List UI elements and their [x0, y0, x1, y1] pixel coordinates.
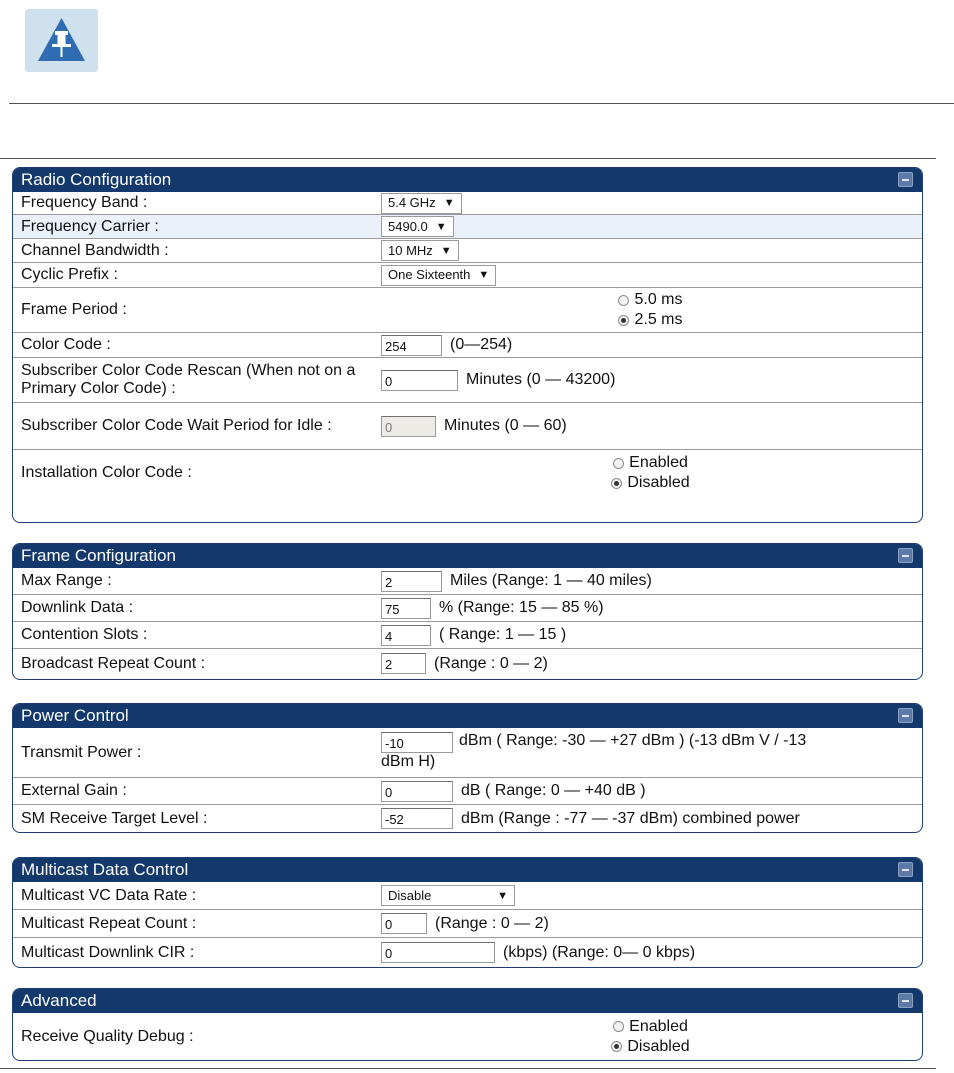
collapse-icon[interactable] [898, 172, 913, 187]
range-hint: Miles (Range: 1 — 40 miles) [450, 572, 652, 589]
divider [9, 103, 954, 104]
range-hint-continued: dBm H) [381, 753, 436, 770]
multicast-vc-rate-row [13, 882, 922, 910]
radio-disabled[interactable] [611, 473, 689, 493]
downlink-data-input[interactable]: 75 [381, 598, 431, 619]
field-label: Frequency Band : [21, 194, 148, 211]
frame-configuration-panel [12, 543, 923, 680]
radio-2-5ms[interactable] [618, 310, 682, 330]
range-hint: Minutes (0 — 60) [444, 417, 567, 434]
channel-bandwidth-select[interactable] [381, 240, 459, 261]
radio-label: Disabled [627, 1037, 690, 1055]
range-hint: % (Range: 15 — 85 %) [439, 599, 604, 616]
radio-label: Disabled [627, 474, 690, 491]
multicast-repeat-row [13, 910, 922, 938]
panel-header [13, 168, 922, 192]
dropdown-arrow-icon: ▼ [443, 197, 455, 209]
subscriber-rescan-row [13, 358, 922, 403]
external-gain-input[interactable]: 0 [381, 781, 453, 802]
panel-header [13, 858, 922, 882]
range-hint: Minutes (0 — 43200) [466, 371, 616, 388]
multicast-cir-row [13, 938, 922, 967]
broadcast-repeat-row [13, 649, 922, 678]
field-label: Transmit Power : [21, 743, 142, 761]
field-label: Contention Slots : [21, 626, 148, 643]
dropdown-arrow-icon: ▼ [478, 269, 490, 281]
radio-5ms[interactable] [618, 290, 682, 310]
panel-title: Radio Configuration [21, 170, 172, 189]
field-label: Subscriber Color Code Rescan (When not on a Primary Color Code) : [21, 362, 356, 397]
panel-header [13, 989, 922, 1013]
frequency-carrier-row [13, 215, 922, 239]
panel-title: Advanced [21, 991, 97, 1010]
field-label: Subscriber Color Code Wait Period for Idle : [21, 417, 332, 434]
dropdown-arrow-icon: ▼ [435, 220, 447, 233]
field-label: Frequency Carrier : [21, 217, 159, 235]
sm-target-input[interactable]: -52 [381, 808, 453, 829]
panel-header [13, 544, 922, 568]
radio-button-selected-icon [611, 1041, 622, 1052]
multicast-data-control-panel [12, 857, 923, 968]
receive-quality-debug-row [13, 1013, 922, 1060]
subscriber-wait-row [13, 403, 922, 450]
divider [0, 158, 936, 159]
transmit-power-row [13, 728, 922, 778]
range-hint: (Range : 0 — 2) [434, 654, 548, 672]
range-hint: dBm (Range : -77 — -37 dBm) combined power [461, 809, 800, 827]
cyclic-prefix-select[interactable] [381, 265, 496, 286]
radio-button-selected-icon [618, 315, 629, 326]
channel-bandwidth-row [13, 239, 922, 263]
color-code-input[interactable]: 254 [381, 335, 442, 356]
radio-disabled[interactable] [611, 1037, 689, 1057]
range-hint: (kbps) (Range: 0— 0 kbps) [503, 943, 696, 961]
multicast-vc-rate-select[interactable] [381, 885, 515, 906]
radio-button-selected-icon [611, 478, 622, 489]
color-code-row [13, 333, 922, 358]
dropdown-arrow-icon: ▼ [440, 244, 452, 257]
radio-enabled[interactable] [613, 1017, 688, 1037]
field-label: External Gain : [21, 782, 127, 799]
panel-title: Frame Configuration [21, 546, 176, 565]
radio-enabled[interactable] [613, 453, 688, 473]
radio-button-icon [613, 1021, 624, 1032]
panel-title: Multicast Data Control [21, 860, 189, 879]
range-hint: (0—254) [450, 336, 513, 353]
range-hint: dB ( Range: 0 — +40 dB ) [461, 782, 646, 799]
collapse-icon[interactable] [898, 862, 913, 877]
collapse-icon[interactable] [898, 548, 913, 563]
broadcast-repeat-input[interactable]: 2 [381, 653, 426, 674]
pushpin-note-icon [25, 9, 98, 72]
divider [0, 1068, 936, 1069]
max-range-input[interactable]: 2 [381, 571, 442, 592]
rescan-input[interactable]: 0 [381, 370, 458, 391]
radio-label: Enabled [629, 1017, 688, 1035]
radio-label: 2.5 ms [634, 311, 683, 328]
transmit-power-input[interactable]: -10 [381, 732, 453, 753]
range-hint: dBm ( Range: -30 — +27 dBm ) (-13 dBm V / -13 [459, 732, 807, 749]
field-label: Multicast VC Data Rate : [21, 886, 197, 904]
contention-slots-input[interactable]: 4 [381, 625, 431, 646]
frequency-carrier-select[interactable] [381, 216, 454, 237]
field-label: Color Code : [21, 336, 111, 353]
multicast-cir-input[interactable]: 0 [381, 942, 495, 963]
frequency-band-row [13, 192, 922, 215]
downlink-data-row [13, 595, 922, 622]
radio-button-icon [618, 295, 629, 306]
field-label: Multicast Repeat Count : [21, 914, 197, 932]
advanced-panel [12, 988, 923, 1061]
dropdown-arrow-icon: ▼ [497, 889, 508, 902]
field-label: Broadcast Repeat Count : [21, 654, 206, 672]
radio-configuration-panel [12, 167, 923, 523]
radio-label: Enabled [629, 454, 688, 471]
contention-slots-row [13, 622, 922, 649]
field-label: Receive Quality Debug : [21, 1027, 194, 1045]
wait-period-input[interactable]: 0 [381, 416, 436, 437]
field-label: Frame Period : [21, 301, 127, 318]
multicast-repeat-input[interactable]: 0 [381, 913, 427, 934]
field-label: Installation Color Code : [21, 464, 192, 481]
select-value: One Sixteenth [388, 267, 471, 282]
panel-title: Power Control [21, 706, 129, 725]
max-range-row [13, 568, 922, 595]
radio-button-icon [613, 458, 624, 469]
field-label: Multicast Downlink CIR : [21, 943, 195, 961]
select-value: Disable [388, 887, 432, 903]
select-value: 10 MHz [388, 242, 433, 258]
field-label: Max Range : [21, 572, 112, 589]
installation-color-code-row [13, 450, 922, 496]
frequency-band-select[interactable] [381, 193, 462, 214]
field-label: Downlink Data : [21, 599, 134, 616]
select-value: 5490.0 [388, 218, 428, 234]
radio-label: 5.0 ms [634, 291, 683, 308]
range-hint: ( Range: 1 — 15 ) [439, 626, 567, 643]
field-label: Cyclic Prefix : [21, 266, 118, 283]
select-value: 5.4 GHz [388, 195, 436, 210]
external-gain-row [13, 778, 922, 805]
field-label: SM Receive Target Level : [21, 809, 208, 827]
collapse-icon[interactable] [898, 708, 913, 723]
field-label: Channel Bandwidth : [21, 241, 169, 259]
range-hint: (Range : 0 — 2) [435, 914, 549, 932]
panel-header [13, 704, 922, 728]
collapse-icon[interactable] [898, 993, 913, 1008]
power-control-panel [12, 703, 923, 833]
cyclic-prefix-row [13, 263, 922, 288]
frame-period-row [13, 288, 922, 333]
sm-target-row [13, 805, 922, 832]
